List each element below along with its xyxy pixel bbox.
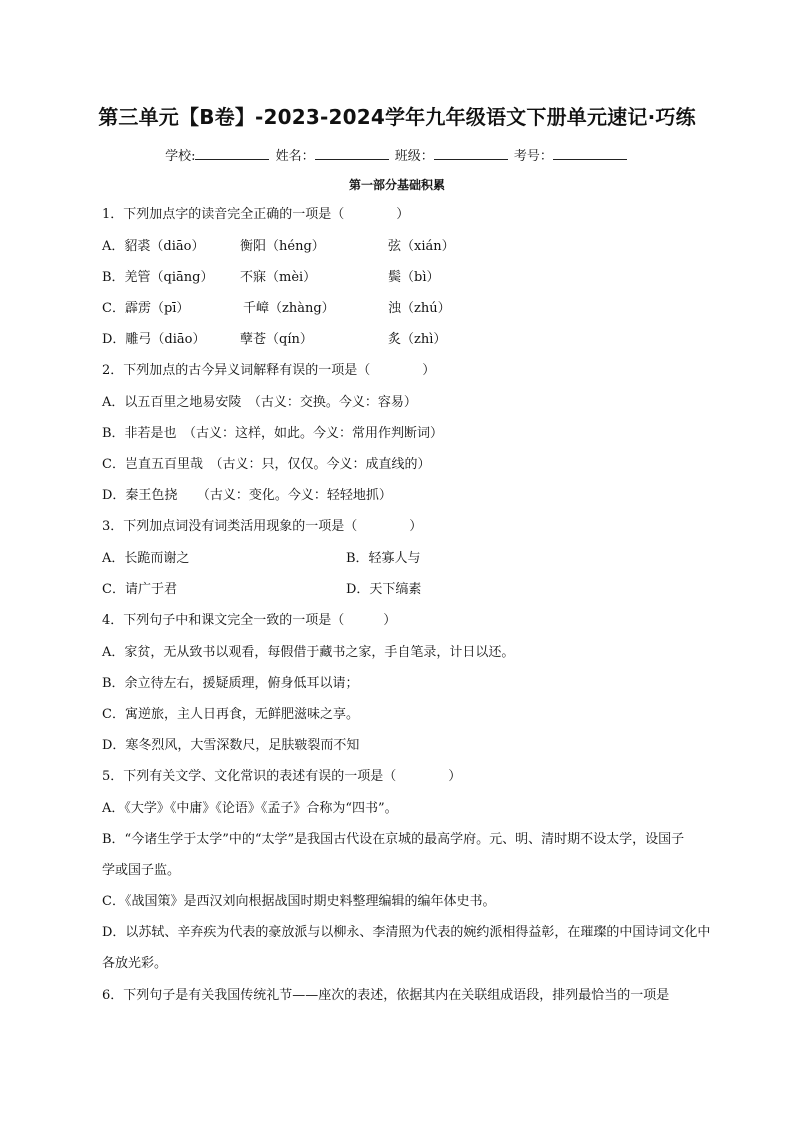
q1-row-a-col1: A．貂裘（diāo）	[102, 239, 205, 254]
q4-option-a: A．家贫，无从致书以观看，每假借于藏书之家，手自笔录，计日以还。	[102, 645, 515, 660]
q1-row-b-col2: 不寐（mèi）	[240, 270, 317, 285]
q5-option-d-line2: 各放光彩。	[102, 956, 168, 971]
exam-no-label: 考号：	[513, 149, 553, 164]
school-blank[interactable]	[195, 147, 269, 160]
student-info-line	[0, 145, 794, 164]
q1-stem: 1．下列加点字的读音完全正确的一项是（ ）	[102, 207, 410, 222]
q5-option-d-line1: D．以苏轼、辛弃疾为代表的豪放派与以柳永、李清照为代表的婉约派相得益彰，在璀璨的中国诗词文化中	[102, 925, 711, 940]
section-heading: 第一部分基础积累	[348, 178, 445, 192]
q1-row-b-col3: 鬓（bì）	[388, 270, 440, 285]
q3-option-d: D．天下缟素	[346, 582, 422, 597]
q3-option-b: B．轻寡人与	[346, 551, 421, 566]
q3-stem: 3．下列加点词没有词类活用现象的一项是（ ）	[102, 519, 423, 534]
name-blank[interactable]	[315, 147, 389, 160]
q4-option-d: D．寒冬烈风，大雪深数尺，足肤皲裂而不知	[102, 738, 360, 753]
school-label: 学校:	[165, 149, 196, 164]
q2-option-b: B．非若是也 （古义：这样，如此。今义：常用作判断词）	[102, 426, 444, 441]
class-label: 班级：	[394, 149, 434, 164]
q2-option-d: D．秦王色挠 （古义：变化。今义：轻轻地抓）	[102, 488, 392, 503]
q1-row-c-col1: C．霹雳（pī）	[102, 301, 190, 316]
q1-row-c-col3: 浊（zhú）	[388, 301, 451, 316]
q2-stem: 2．下列加点的古今异义词解释有误的一项是（ ）	[102, 363, 436, 378]
q1-row-c-col2: 千嶂（zhàng）	[243, 301, 335, 316]
q3-option-c: C．请广于君	[102, 582, 177, 597]
document-title: 第三单元【B卷】-2023-2024学年九年级语文下册单元速记·巧练	[98, 105, 696, 129]
q1-row-a-col3: 弦（xián）	[388, 239, 455, 254]
exam-no-blank[interactable]	[553, 147, 627, 160]
q4-stem: 4．下列句子中和课文完全一致的一项是（ ）	[102, 613, 397, 628]
q4-option-b: B．余立待左右，援疑质理，俯身低耳以请；	[102, 676, 359, 691]
q5-option-a: A．《大学》《中庸》《论语》《孟子》合称为“四书”。	[102, 801, 398, 816]
q5-option-b-line2: 学或国子监。	[102, 863, 181, 878]
q3-option-a: A．长跪而谢之	[102, 551, 190, 566]
q1-row-d-col1: D．雕弓（diāo）	[102, 332, 206, 347]
q5-option-b-line1: B．“今诸生学于太学”中的“太学”是我国古代设在京城的最高学府。元、明、清时期不设太学，设国子	[102, 832, 685, 847]
q4-option-c: C．寓逆旅，主人日再食，无鲜肥滋味之享。	[102, 707, 359, 722]
q1-row-b-col1: B．羌管（qiāng）	[102, 270, 214, 285]
class-blank[interactable]	[434, 147, 508, 160]
q5-option-c: C．《战国策》是西汉刘向根据战国时期史料整理编辑的编年体史书。	[102, 894, 496, 909]
q1-row-d-col3: 炙（zhì）	[388, 332, 447, 347]
q1-row-a-col2: 衡阳（héng）	[240, 239, 325, 254]
q2-option-a: A．以五百里之地易安陵 （古义：交换。今义：容易）	[102, 395, 417, 410]
q2-option-c: C．岂直五百里哉 （古义：只，仅仅。今义：成直线的）	[102, 457, 431, 472]
q5-stem: 5．下列有关文学、文化常识的表述有误的一项是（ ）	[102, 769, 462, 784]
q6-stem: 6．下列句子是有关我国传统礼节——座次的表述，依据其内在关联组成语段，排列最恰当的一项是	[102, 988, 670, 1003]
q1-row-d-col2: 孽苍（qín）	[240, 332, 313, 347]
name-label: 姓名：	[275, 149, 315, 164]
